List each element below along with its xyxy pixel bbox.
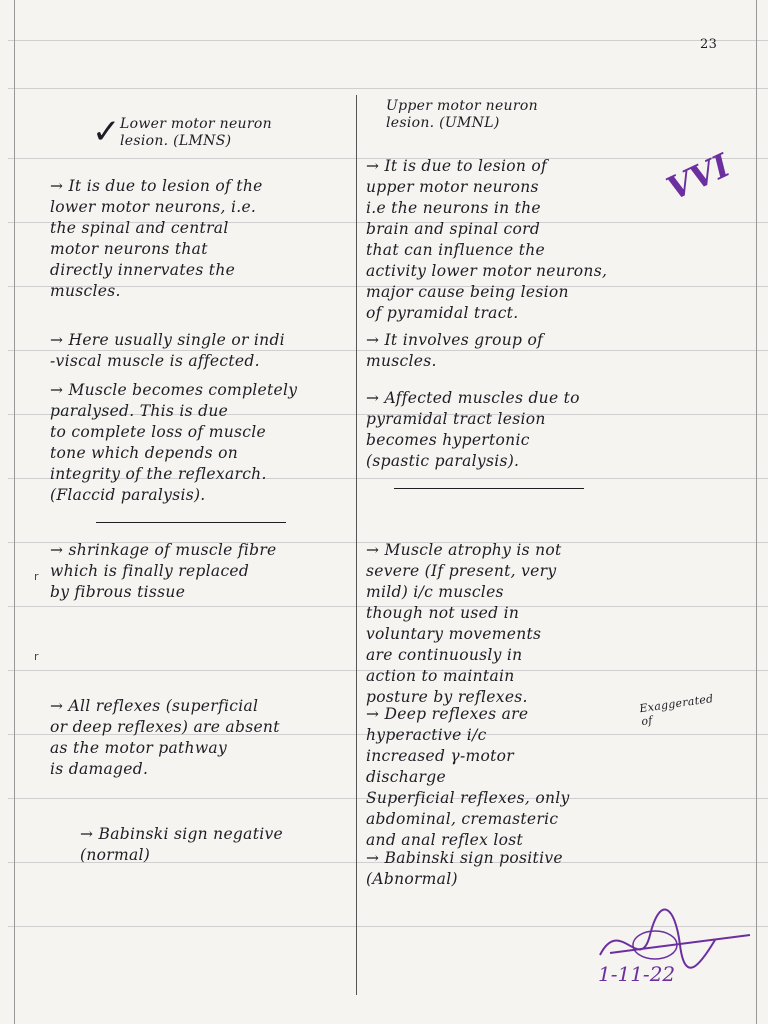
umn-point-5: → Deep reflexes are hyperactive i/c increased γ-motor discharge Superficial reflexes, only abdominal, cremasteric and anal reflex lost — [366, 705, 570, 849]
lmn-point-3: → Muscle becomes completely paralysed. This is due to complete loss of muscle tone which depends on integrity of the reflexarch. (Flaccid paralysis). — [50, 381, 298, 504]
umn-point-3: → Affected muscles due to pyramidal tract lesion becomes hypertonic (spastic paralysis). — [366, 389, 580, 470]
margin-mark: r — [34, 570, 39, 583]
umn-point-1: → It is due to lesion of upper motor neurons i.e the neurons in the brain and spinal cord that can influence the activity lower motor neurons, major cause being lesion of pyramidal tract. — [366, 157, 608, 322]
umn-point-2: → It involves group of muscles. — [366, 331, 544, 370]
rule-line — [8, 40, 768, 41]
check-mark-icon: ✓ — [92, 112, 121, 152]
lmn-point-5: → All reflexes (superficial or deep reflexes) are absent as the motor pathway is damaged. — [50, 697, 280, 778]
spastic-underline — [394, 488, 584, 489]
lmn-point-6: → Babinski sign negative (normal) — [80, 825, 284, 864]
column-divider — [356, 95, 357, 995]
right-column-header: Upper motor neuron lesion. (UMNL) — [386, 98, 538, 131]
page-number: 23 — [700, 37, 718, 52]
margin-mark: r — [34, 650, 39, 663]
umn-point-6: → Babinski sign positive (Abnormal) — [366, 849, 563, 888]
lmn-point-1: → It is due to lesion of the lower motor neurons, i.e. the spinal and central motor neurons that directly innervates the muscles. — [50, 177, 263, 300]
umn-point-4: → Muscle atrophy is not severe (If present, very mild) i/c muscles though not used in voluntary movements are continuously in action to maintain posture by reflexes. — [366, 541, 562, 706]
rule-line — [8, 88, 768, 89]
flaccid-underline — [96, 522, 286, 523]
page-edge-line — [756, 0, 757, 1024]
lmn-point-2: → Here usually single or indi -viscal muscle is affected. — [50, 331, 285, 370]
signature-date: 1-11-22 — [598, 962, 676, 986]
vvi-mark: VVI — [660, 146, 736, 208]
lmn-point-4: → shrinkage of muscle fibre which is finally replaced by fibrous tissue — [50, 541, 277, 601]
page-edge-line — [14, 0, 15, 1024]
exaggerated-note: Exaggerated of — [638, 692, 715, 729]
left-column-header: Lower motor neuron lesion. (LMNS) — [120, 116, 272, 149]
